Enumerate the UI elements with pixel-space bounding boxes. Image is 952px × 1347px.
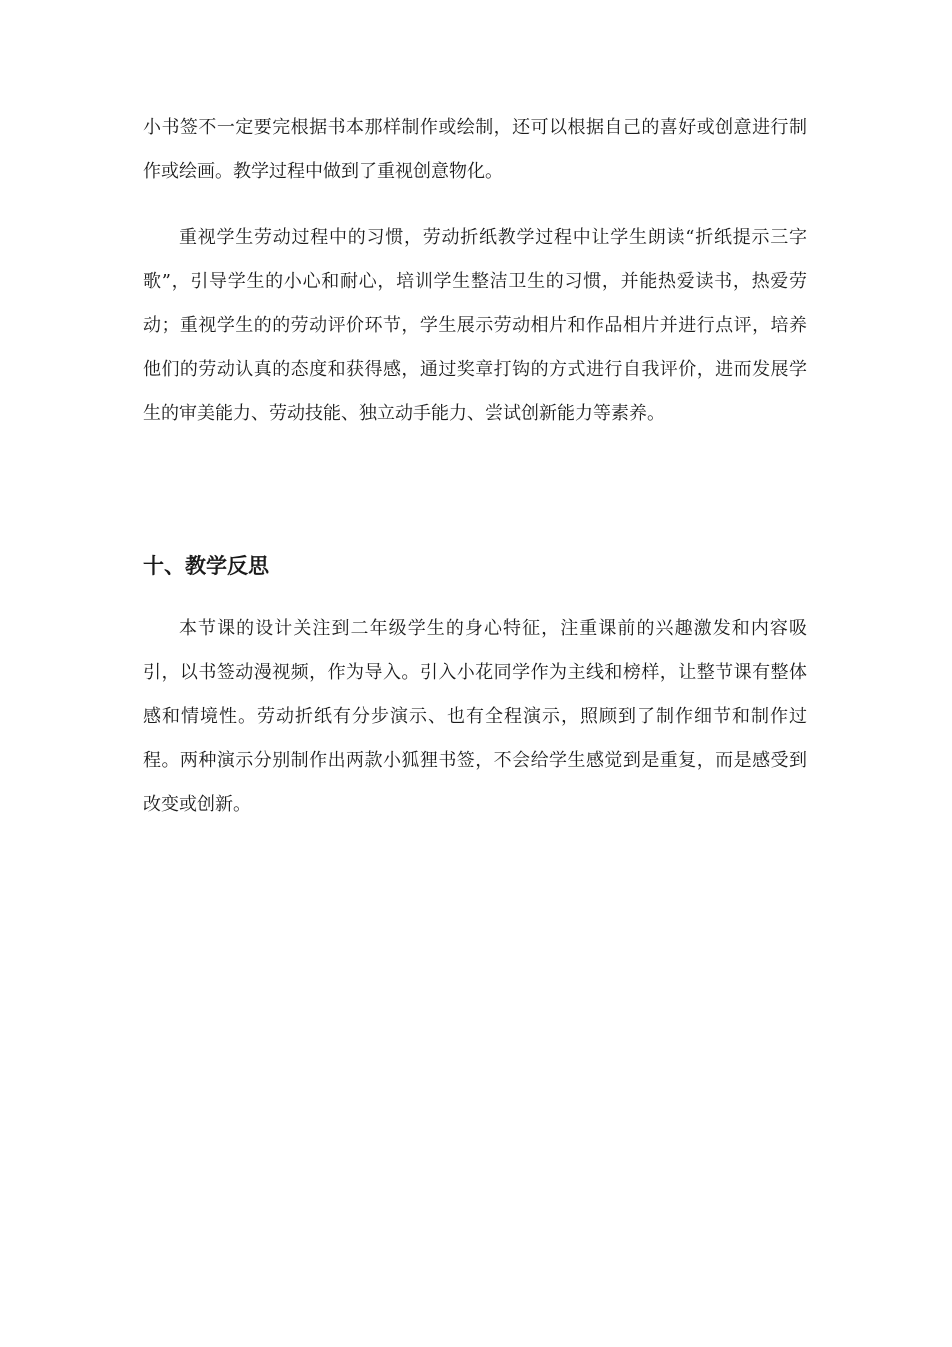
paragraph-creative-bookmark: 小书签不一定要完根据书本那样制作或绘制，还可以根据自己的喜好或创意进行制作或绘画。教学过程中做到了重视创意物化。 [143, 117, 807, 182]
paragraph-teaching-reflection: 本节课的设计关注到二年级学生的身心特征，注重课前的兴趣激发和内容吸引，以书签动漫视频，作为导入。引入小花同学作为主线和榜样，让整节课有整体感和情境性。劳动折纸有分步演示、也有全程演示，照顾到了制作细节和制作过程。两种演示分别制作出两款小狐狸书签，不会给学生感觉到是重复，而是感受到改变或创新。 [143, 618, 807, 815]
paragraph-labor-habits: 重视学生劳动过程中的习惯，劳动折纸教学过程中让学生朗读“折纸提示三字歌”，引导学生的小心和耐心，培训学生整洁卫生的习惯，并能热爱读书，热爱劳动；重视学生的的劳动评价环节，学生展示劳动相片和作品相片并进行点评，培养他们的劳动认真的态度和获得感，通过奖章打钩的方式进行自我评价，进而发展学生的审美能力、劳动技能、独立动手能力、尝试创新能力等素养。 [143, 227, 807, 424]
section-heading-teaching-reflection: 十、教学反思 [143, 554, 269, 578]
